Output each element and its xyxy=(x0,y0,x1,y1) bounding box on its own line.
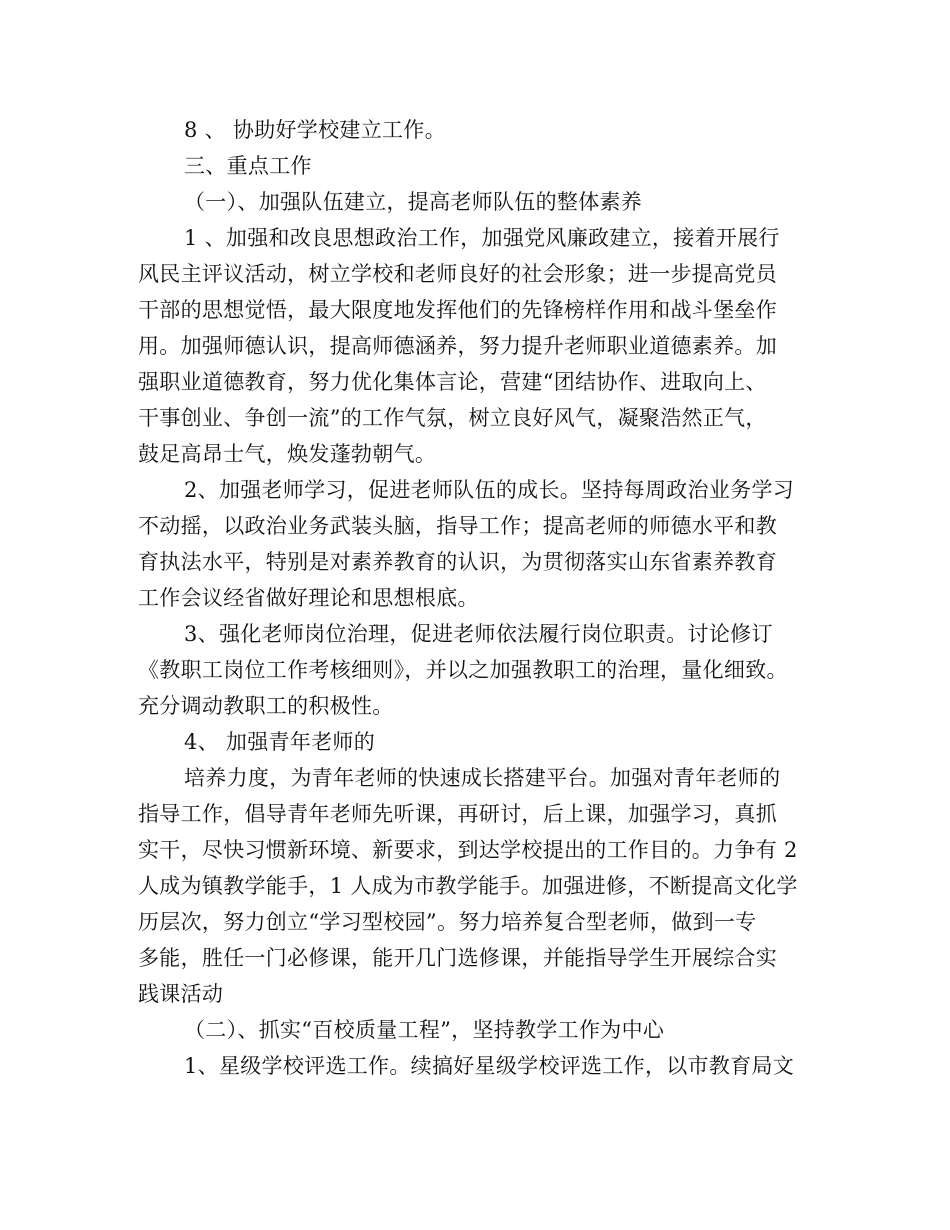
paragraph-2-line-4: 工作会议经省做好理论和思想根底。 xyxy=(138,586,479,610)
subsection-heading-1: （一）、加强队伍建立，提高老师队伍的整体素养 xyxy=(184,190,643,214)
paragraph-4-line-3: 实干，尽快习惯新环境、新要求，到达学校提出的工作目的。力争有 2 xyxy=(138,838,798,862)
paragraph-2-line-2: 不动摇，以政治业务武装头脑，指导工作；提高老师的师德水平和教 xyxy=(138,514,777,538)
paragraph-1-line-1: 1 、加强和改良思想政治工作，加强党风廉政建立，接着开展行 xyxy=(184,226,780,250)
paragraph-5-line-1: 1、星级学校评选工作。续搞好星级学校评选工作，以市教育局文 xyxy=(184,1054,795,1078)
section-heading-3: 三、重点工作 xyxy=(184,154,312,178)
paragraph-1-line-5: 强职业道德教育，努力优化集体言论，营建“团结协作、进取向上、 xyxy=(138,370,767,394)
paragraph-1-line-4: 用。加强师德认识，提高师德涵养，努力提升老师职业道德素养。加 xyxy=(138,334,777,358)
subsection-heading-2: （二）、抓实“百校质量工程”，坚持教学工作为中心 xyxy=(184,1018,665,1042)
list-item-8: 8 、 协助好学校建立工作。 xyxy=(184,118,446,142)
paragraph-3-line-3: 充分调动教职工的积极性。 xyxy=(138,694,394,718)
paragraph-1-line-3: 干部的思想觉悟，最大限度地发挥他们的先锋榜样作用和战斗堡垒作 xyxy=(138,298,777,322)
paragraph-1-line-7: 鼓足高昂士气，焕发蓬勃朝气。 xyxy=(138,442,437,466)
paragraph-4-line-4: 人成为镇教学能手，1 人成为市教学能手。加强进修，不断提高文化学 xyxy=(138,874,798,898)
paragraph-4-heading: 4、 加强青年老师的 xyxy=(184,730,376,754)
paragraph-4-line-6: 多能，胜任一门必修课，能开几门选修课，并能指导学生开展综合实 xyxy=(138,946,777,970)
paragraph-3-line-1: 3、强化老师岗位治理，促进老师依法履行岗位职责。讨论修订 xyxy=(184,622,773,646)
paragraph-1-line-6: 干事创业、争创一流”的工作气氛，树立良好风气，凝聚浩然正气， xyxy=(138,406,767,430)
paragraph-3-line-2: 《教职工岗位工作考核细则》，并以之加强教职工的治理，量化细致。 xyxy=(138,658,788,682)
paragraph-4-line-7: 践课活动 xyxy=(138,982,224,1006)
paragraph-1-line-2: 风民主评议活动，树立学校和老师良好的社会形象；进一步提高党员 xyxy=(138,262,777,286)
paragraph-4-line-1: 培养力度，为青年老师的快速成长搭建平台。加强对青年老师的 xyxy=(184,766,781,790)
paragraph-4-line-2: 指导工作，倡导青年老师先听课，再研讨，后上课，加强学习，真抓 xyxy=(138,802,777,826)
paragraph-4-line-5: 历层次，努力创立“学习型校园”。努力培养复合型老师，做到一专 xyxy=(138,910,757,934)
paragraph-2-line-3: 育执法水平，特别是对素养教育的认识，为贯彻落实山东省素养教育 xyxy=(138,550,777,574)
paragraph-2-line-1: 2、加强老师学习，促进老师队伍的成长。坚持每周政治业务学习 xyxy=(184,478,795,502)
